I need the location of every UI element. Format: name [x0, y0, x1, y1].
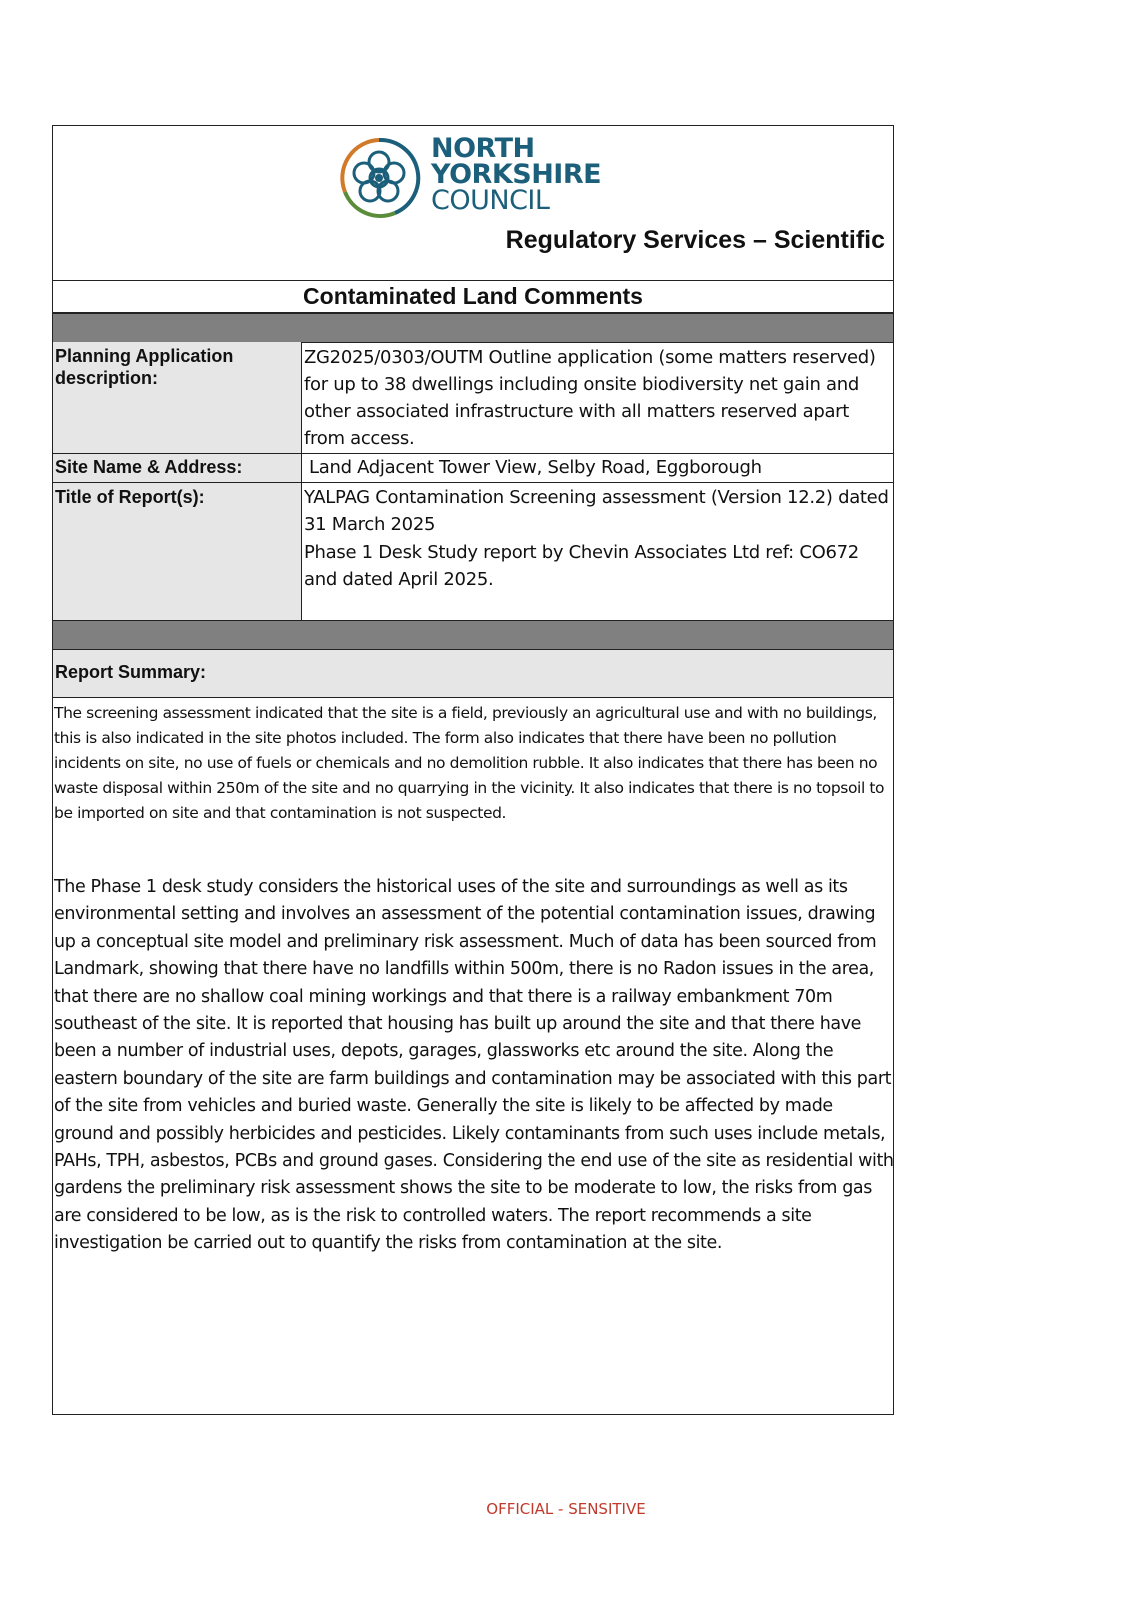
council-logo: [335, 134, 635, 226]
summary-heading: Report Summary:: [55, 662, 207, 682]
divider: [53, 280, 893, 281]
report-title-label: Title of Report(s):: [55, 487, 205, 507]
logo-line-north: NORTH: [431, 133, 535, 164]
report-title-value-2: Phase 1 Desk Study report by Chevin Associates Ltd ref: CO672 and dated April 2025.: [304, 542, 859, 590]
council-wordmark: [431, 133, 602, 216]
divider: [53, 482, 893, 483]
summary-paragraph-screening: The screening assessment indicated that the site is a field, previously an agricultural use and with no buildings, this is also indicated in the site photos included. The form also indicates that there have been no pollution incidents on site, no use of fuels or chemicals and no demolition rubble. It also indicates that there has been no waste disposal within 250m of the site and no quarrying in the vicinity. It also indicates that there is no topsoil to be imported on site and that contamination is not suspected.: [54, 704, 885, 822]
planning-label: Planning Application description:: [55, 346, 234, 388]
summary-heading-row: [53, 650, 893, 698]
page-title: Contaminated Land Comments: [303, 283, 643, 309]
classification-footer: OFFICIAL - SENSITIVE: [486, 1500, 646, 1518]
comments-form: [52, 125, 894, 1415]
rose-emblem-icon: [335, 134, 423, 222]
site-label: Site Name & Address:: [55, 457, 243, 477]
planning-value: ZG2025/0303/OUTM Outline application (some matters reserved) for up to 38 dwellings including onsite biodiversity net gain and other associated infrastructure with all matters reserved apart from access.: [304, 347, 876, 449]
department-title: Regulatory Services – Scientific: [505, 226, 885, 254]
logo-line-yorkshire: YORKSHIRE: [431, 159, 602, 190]
summary-paragraph-phase1: The Phase 1 desk study considers the historical uses of the site and surroundings as well as its environmental setting and involves an assessment of the potential contamination issues, drawing up a conceptual site model and preliminary risk assessment. Much of data has been sourced from Landmark, showing that there have no landfills within 500m, there is no Radon issues in the area, that there are no shallow coal mining workings and that there is a railway embankment 70m southeast of the site. It is reported that housing has built up around the site and that there have been a number of industrial uses, depots, garages, glassworks etc around the site. Along the eastern boundary of the site are farm buildings and contamination may be associated with this part of the site from vehicles and buried waste. Generally the site is likely to be affected by made ground and possibly herbicides and pesticides. Likely contaminants from such uses include metals, PAHs, TPH, asbestos, PCBs and ground gases. Considering the end use of the site as residential with gardens the preliminary risk assessment shows the site to be moderate to low, the risks from gas are considered to be low, as is the risk to controlled waters. The report recommends a site investigation be carried out to quantify the risks from contamination at the site.: [54, 877, 894, 1254]
report-title-value-1: YALPAG Contamination Screening assessment (Version 12.2) dated 31 March 2025: [304, 487, 889, 535]
site-value: Land Adjacent Tower View, Selby Road, Eggborough: [309, 457, 762, 478]
logo-line-council: COUNCIL: [431, 185, 550, 216]
grey-band: [53, 620, 893, 650]
grey-band: [53, 313, 893, 343]
